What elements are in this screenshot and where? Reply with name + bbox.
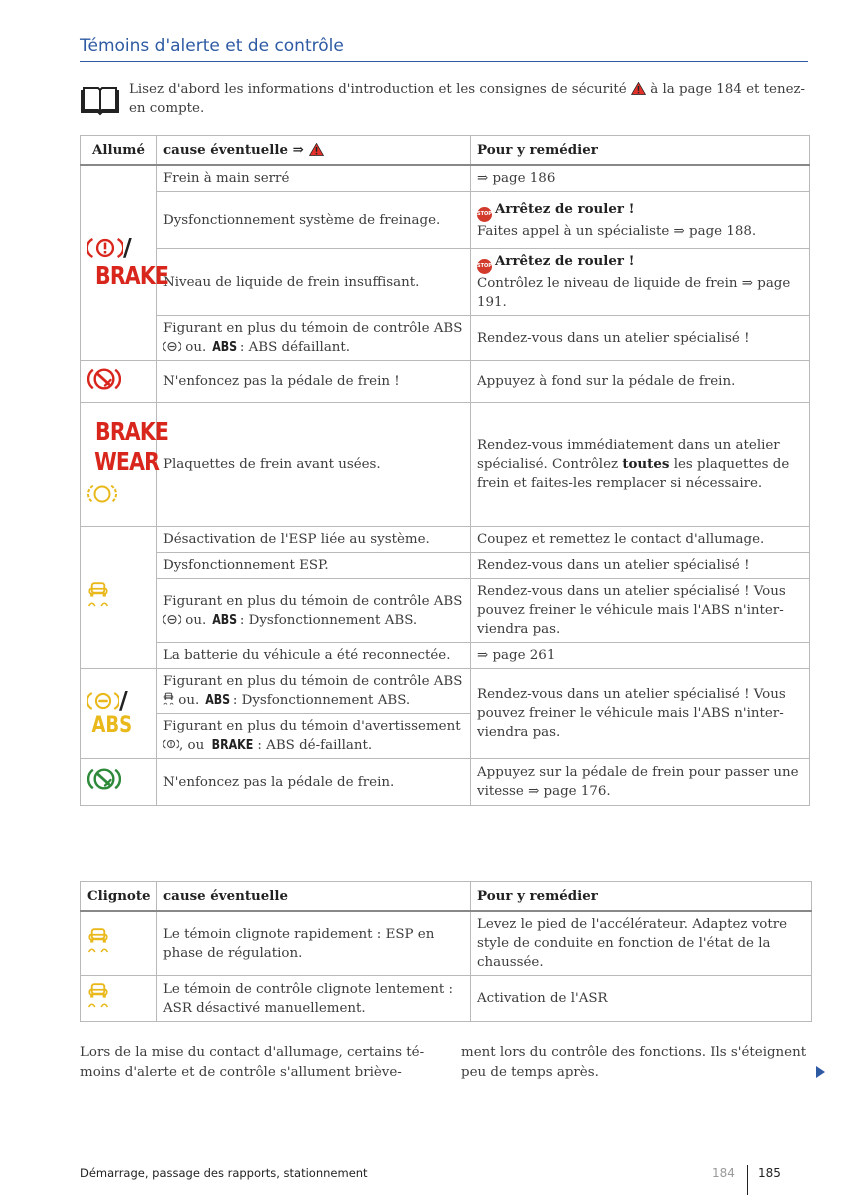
esp-icon [87, 581, 109, 609]
bottom-text-left: Lors de la mise du contact d'allumage, certains té-moins d'alerte et de contrôle s'allument briève- [80, 1045, 425, 1080]
brake-pedal-red-icon [87, 365, 121, 393]
esp-cell [81, 911, 157, 976]
bottom-text-right: ment lors du contrôle des fonctions. Ils s'éteignent peu de temps après. [461, 1045, 807, 1080]
remedy-cell: Rendez-vous dans un atelier spécialisé ! [471, 316, 810, 361]
brake-pad-icon [87, 481, 117, 507]
remedy-cell: Activation de l'ASR [471, 976, 812, 1022]
intro-note [80, 80, 808, 120]
cause-cell: Figurant en plus du témoin de contrôle ABS ou. ABS : Dysfonctionnement ABS. [157, 669, 471, 714]
cause-cell: Dysfonctionnement système de freinage. [157, 192, 471, 249]
section-title: Témoins d'alerte et de contrôle [80, 36, 344, 56]
remedy-cell: STOP Arrêtez de rouler ! Faites appel à un spécialiste ⇒ page 188. [471, 192, 810, 249]
cause-cell: Figurant en plus du témoin d'avertissement , ou BRAKE : ABS dé-faillant. [157, 714, 471, 759]
cause-cell: Niveau de liquide de frein insuffisant. [157, 249, 471, 316]
table-row [81, 579, 810, 643]
continue-arrow-icon [816, 1066, 825, 1078]
abs-text-icon: ABS [91, 712, 133, 738]
cause-cell: Dysfonctionnement ESP. [157, 553, 471, 579]
table-row [81, 249, 810, 316]
table-row [81, 759, 810, 806]
col-header-flashing: Clignote [81, 882, 157, 912]
brake-warning-cell [81, 165, 169, 361]
cause-cell: La batterie du véhicule a été reconnectée. [157, 643, 471, 669]
table-row [81, 192, 810, 249]
col-header-remedy: Pour y remédier [471, 136, 810, 166]
title-rule [80, 61, 808, 62]
page-separator [747, 1165, 748, 1195]
cause-cell: Le témoin clignote rapidement : ESP en phase de régulation. [157, 911, 471, 976]
stop-icon: STOP [477, 207, 492, 222]
book-icon [80, 86, 120, 116]
stop-icon: STOP [477, 259, 492, 274]
cause-cell: N'enfoncez pas la pédale de frein. [157, 759, 471, 806]
flashing-indicators-table [80, 881, 812, 1022]
abs-yellow-icon [87, 689, 119, 713]
table-row [81, 403, 810, 527]
remedy-cell: Levez le pied de l'accélérateur. Adaptez votre style de conduite en fonction de l'état de la chaussée. [471, 911, 812, 976]
intro-text: Lisez d'abord les informations d'introduction et les consignes de sécurité à la page 184 et tenez- en compte. [129, 82, 806, 116]
remedy-cell: Rendez-vous immédiatement dans un atelier spécialisé. Contrôlez toutes les plaquettes de frein et faites-les remplacer si nécessaire. [471, 403, 810, 527]
brake-warning-icon [87, 235, 123, 261]
esp-icon [87, 982, 109, 1010]
remedy-cell: ⇒ page 186 [471, 165, 810, 192]
cause-cell: Figurant en plus du témoin de contrôle ABS ou. ABS : Dysfonctionnement ABS. [157, 579, 471, 643]
remedy-cell: Rendez-vous dans un atelier spécialisé ! [471, 553, 810, 579]
page-number-left: 184 [712, 1166, 735, 1180]
table-row [81, 527, 810, 553]
table-row [81, 316, 810, 361]
table-row [81, 911, 812, 976]
remedy-cell: Rendez-vous dans un atelier spécialisé ! Vous pouvez freiner le véhicule mais l'ABS n'inter-viendra pas. [471, 579, 810, 643]
cause-cell: N'enfoncez pas la pédale de frein ! [157, 361, 471, 403]
col-header-lit: Allumé [81, 136, 157, 166]
table-header-row [81, 882, 812, 912]
pedal-green-cell [81, 759, 157, 806]
esp-icon [87, 927, 109, 955]
page-number-right: 185 [758, 1166, 781, 1180]
brake-wear-cell [81, 403, 169, 527]
cause-cell: Frein à main serré [157, 165, 471, 192]
table-row [81, 669, 810, 714]
table-row [81, 165, 810, 192]
pedal-warning-cell [81, 361, 157, 403]
remedy-cell: Rendez-vous dans un atelier spécialisé ! Vous pouvez freiner le véhicule mais l'ABS n'inter-viendra pas. [471, 669, 810, 759]
abs-icon [163, 340, 181, 353]
remedy-cell: Appuyez sur la pédale de frein pour passer une vitesse ⇒ page 176. [471, 759, 810, 806]
table-header-row [81, 136, 810, 166]
brake-text-icon: BRAKE [95, 416, 169, 446]
chapter-footer: Démarrage, passage des rapports, stationnement [80, 1166, 368, 1180]
table-row [81, 361, 810, 403]
table-row [81, 553, 810, 579]
cause-cell: Figurant en plus du témoin de contrôle ABS ou. ABS : ABS défaillant. [157, 316, 471, 361]
wear-text-icon: WEAR [94, 446, 160, 476]
remedy-cell: ⇒ page 261 [471, 643, 810, 669]
esp-cell [81, 527, 157, 669]
esp-cell [81, 976, 157, 1022]
lit-indicators-table [80, 135, 810, 806]
table-row [81, 643, 810, 669]
warning-triangle-icon [631, 82, 646, 95]
col-header-cause: cause éventuelle ⇒ [157, 136, 471, 166]
brake-text-icon: BRAKE [95, 261, 169, 290]
slash: / [123, 233, 132, 262]
abs-warning-cell [81, 669, 157, 759]
esp-icon [163, 692, 174, 706]
remedy-cell: Appuyez à fond sur la pédale de frein. [471, 361, 810, 403]
slash: / [119, 686, 128, 714]
abs-icon [163, 613, 181, 626]
brake-pedal-green-icon [87, 765, 121, 793]
col-header-remedy: Pour y remédier [471, 882, 812, 912]
remedy-cell: Coupez et remettez le contact d'allumage. [471, 527, 810, 553]
cause-cell: Plaquettes de frein avant usées. [157, 403, 471, 527]
cause-cell: Le témoin de contrôle clignote lentement : ASR désactivé manuellement. [157, 976, 471, 1022]
brake-warning-icon [163, 738, 179, 750]
table-row [81, 976, 812, 1022]
col-header-cause: cause éventuelle [157, 882, 471, 912]
cause-cell: Désactivation de l'ESP liée au système. [157, 527, 471, 553]
remedy-cell: STOP Arrêtez de rouler ! Contrôlez le niveau de liquide de frein ⇒ page 191. [471, 249, 810, 316]
warning-triangle-icon [309, 143, 324, 156]
